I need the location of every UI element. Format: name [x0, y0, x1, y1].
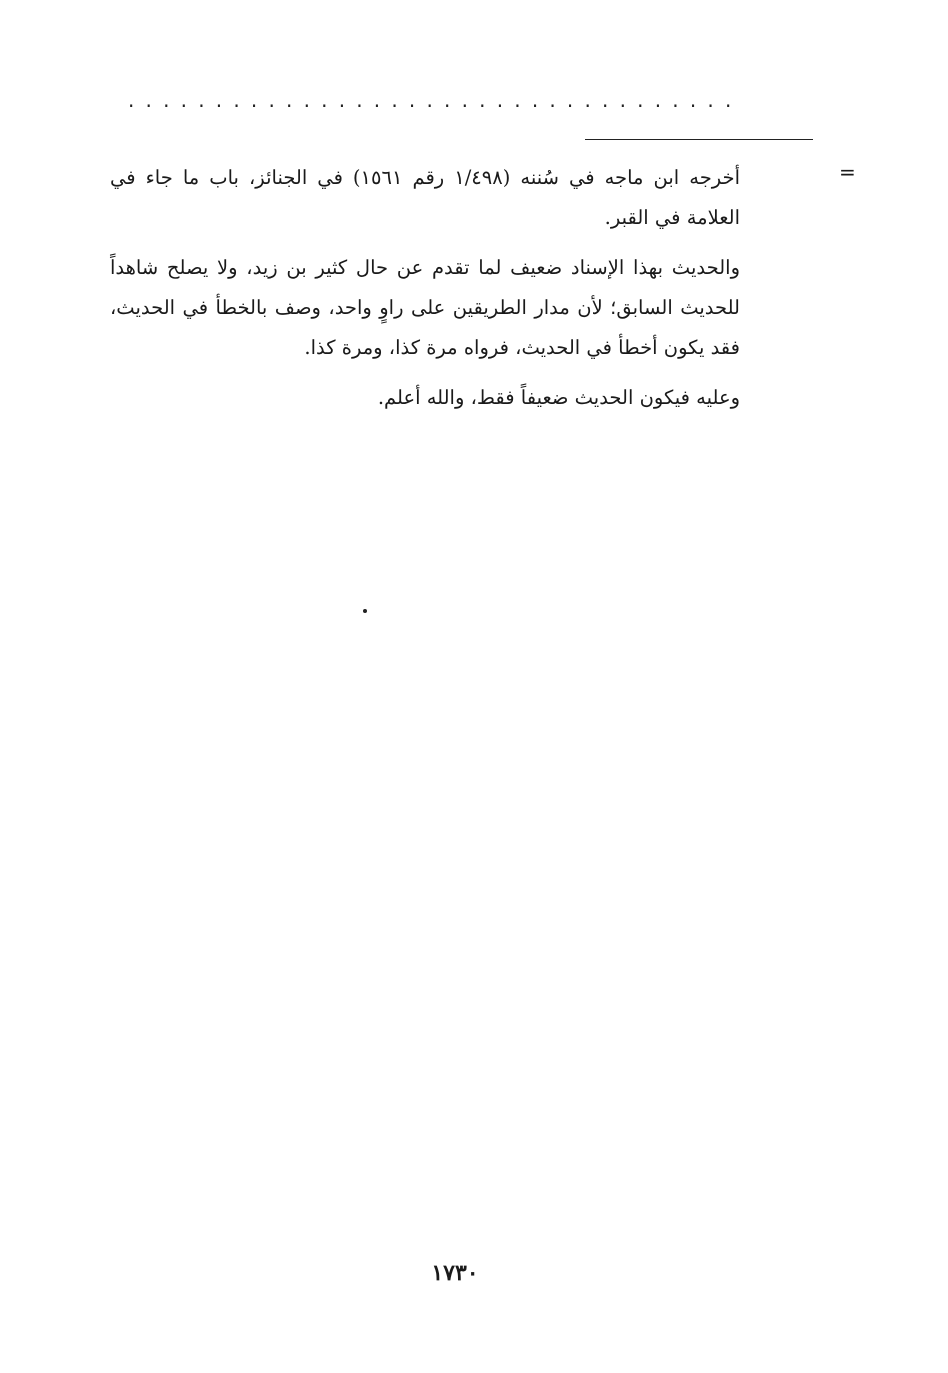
continuation-mark: = [839, 160, 856, 184]
footnote-paragraph: وعليه فيكون الحديث ضعيفاً فقط، والله أعلم. [377, 386, 740, 409]
stray-dot [363, 609, 367, 613]
footnote-rule [585, 139, 813, 140]
footnote-block [110, 158, 740, 428]
footnote-paragraph: أخرجه ابن ماجه في سُننه (١/٤٩٨ رقم ١٥٦١) في الجنائز، باب ما جاء في العلامة في القبر. [110, 166, 741, 229]
page-number: ١٧٣٠ [431, 1260, 479, 1286]
footnote-paragraph: والحديث بهذا الإسناد ضعيف لما تقدم عن حال كثير بن زيد، ولا يصلح شاهداً للحديث السابق؛ لأن مدار الطريقين على راوٍ واحد، وصف بالخطأ في الحديث، فقد يكون أخطأ في الحديث، فرواه مرة كذا، ومرة كذا. [110, 256, 740, 359]
dotted-separator: ................................... [128, 88, 743, 112]
